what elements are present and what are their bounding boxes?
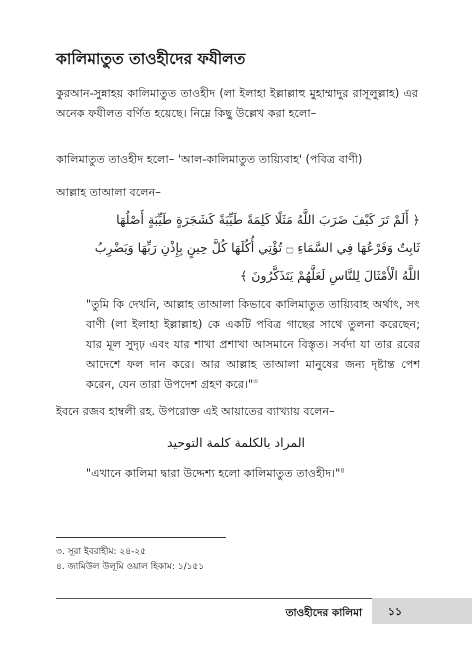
- running-footer-title: তাওহীদের কালিমা: [285, 607, 362, 619]
- arabic-quote-translation: [86, 464, 420, 484]
- footnote-divider: [56, 537, 226, 538]
- footnote-marker-4: ৪: [340, 466, 345, 475]
- footnote-marker-3: ৩: [253, 377, 258, 386]
- ibn-rajab-paragraph: ইবনে রজব হাম্বলী রহ. উপরোক্ত এই আয়াতের ব্যাখ্যায় বলেন–: [56, 405, 335, 418]
- section-heading: কালিমাতুত তাওহীদের ফযীলত: [56, 50, 246, 68]
- page-number: ১১: [387, 605, 403, 618]
- footnote-4: ৪. জামিউল উলূমি ওয়াল হিকাম: ১/১৫১: [56, 562, 205, 572]
- footnote-3: ৩. সূরা ইবরাহীম: ২৪-২৫: [56, 547, 147, 557]
- intro-paragraph: কুরআন-সুন্নাহয় কালিমাতুত তাওহীদ (লা ইলাহা ইল্লাল্লাহু মুহাম্মাদুর রাসূলুল্লাহ) এর অনেক ফযীলত বর্ণিত হয়েছে। নিম্নে কিছু উল্লেখ করা হলো–: [56, 87, 418, 120]
- arabic-verse-line-1: ﴿ أَلَمْ تَرَ كَيْفَ ضَرَبَ اللَّهُ مَثَلًا كَلِمَةً طَيِّبَةً كَشَجَرَةٍ طَيِّبَةٍ أَصْلُهَا: [116, 212, 420, 227]
- arabic-verse-line-3: اللَّهُ الْأَمْثَالَ لِلنَّاسِ لَعَلَّهُمْ يَتَذَكَّرُونَ ﴾: [240, 268, 420, 283]
- verse-translation-text: "তুমি কি দেখনি, আল্লাহ তাআলা কিভাবে কালিমাতুত তায়্যিবাহ অর্থাৎ, সৎ বাণী (লা ইলাহা ইল্লাল্লাহ) কে একটি পবিত্র গাছের সাথে তুলনা করেছেন; যার মূল সুদৃঢ় এবং যার শাখা প্রশাখা আসমানে বিস্তৃত। সর্বদা যা তার রবের আদেশে ফল দান করে। আর আল্লাহ তাআলা মানুষের জন্য দৃষ্টান্ত পেশ করেন, যেন তারা উপদেশ গ্রহণ করে।": [86, 298, 420, 391]
- allah-says-paragraph: আল্লাহ তাআলা বলেন–: [56, 186, 161, 199]
- verse-translation: [86, 295, 420, 395]
- definition-paragraph: কালিমাতুত তাওহীদ হলো– 'আল-কালিমাতুত তায়্যিবাহ' (পবিত্র বাণী): [56, 153, 363, 166]
- footer-divider: [56, 598, 372, 599]
- arabic-verse-line-2: ثَابِتٌ وَفَرْعُهَا فِي السَّمَاءِ ۝ تُؤْتِي أُكُلَهَا كُلَّ حِينٍ بِإِذْنِ رَبِّهَا وَيَضْرِبُ: [94, 240, 420, 255]
- arabic-quote-translation-text: "এখানে কালিমা দ্বারা উদ্দেশ্য হলো কালিমাতুত তাওহীদ।": [86, 467, 341, 480]
- arabic-quote: المراد بالكلمة كلمة التوحيد: [166, 435, 306, 450]
